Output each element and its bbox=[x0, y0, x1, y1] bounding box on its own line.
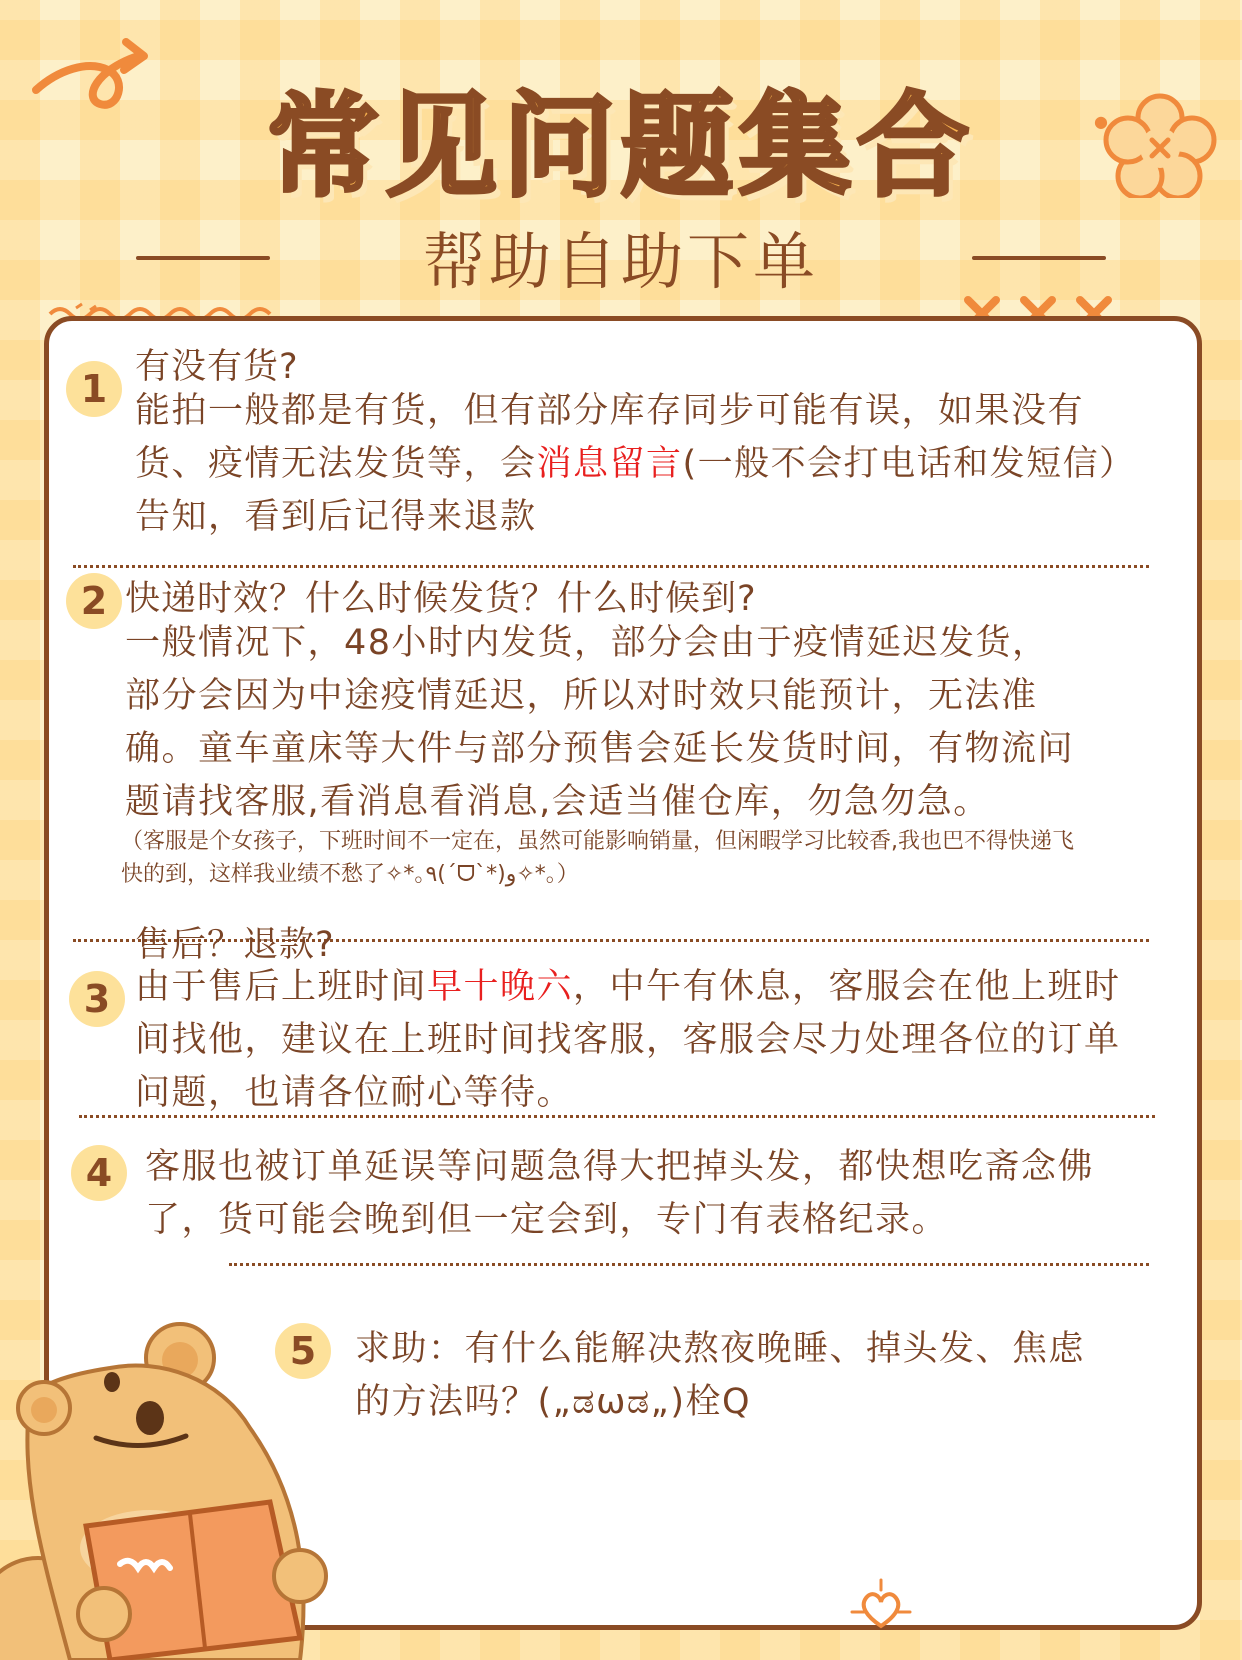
faq-answer-text: (一般不会打电话和发短信）告知，看到后记得来退款 bbox=[135, 444, 1119, 537]
bear-reading-illustration bbox=[0, 1318, 330, 1660]
faq-answer-text: 能拍一般都是有货，但有部分库存同步可能有误，如果没有货、疫情无法发货等，会 bbox=[135, 391, 1085, 484]
sparkle-icon: ● bbox=[1094, 112, 1108, 131]
faq-number-badge: 1 bbox=[66, 361, 122, 417]
faq-answer-text: 由于售后上班时间 bbox=[135, 967, 428, 1007]
page-title: 常见问题集合 bbox=[267, 82, 975, 212]
divider bbox=[73, 565, 1149, 568]
faq-question: 有没有货? bbox=[135, 347, 299, 387]
heart-doodle-decoration bbox=[846, 1576, 916, 1636]
faq-question: 快递时效？什么时候发货？什么时候到? bbox=[125, 579, 757, 619]
page-subtitle: 帮助自助下单 bbox=[422, 225, 819, 298]
faq-answer-highlight: 早十晚六 bbox=[427, 967, 574, 1007]
faq-answer-text: ，中午有休息，客服会在他上班时间找他，建议在上班时间找客服，客服会尽力处理各位的订单问题，也请各位耐心等待。 bbox=[135, 967, 1121, 1113]
faq-answer: 客服也被订单延误等问题急得大把掉头发，都快想吃斋念佛了，货可能会晚到但一定会到，专门有表格纪录。 bbox=[145, 1147, 1095, 1240]
faq-number-badge: 2 bbox=[66, 573, 122, 629]
faq-answer bbox=[135, 961, 1125, 1120]
faq-number-badge: 3 bbox=[69, 971, 125, 1027]
faq-question: 售后？退款? bbox=[135, 925, 335, 965]
faq-number-badge: 5 bbox=[275, 1323, 331, 1379]
divider bbox=[229, 1263, 1149, 1266]
divider bbox=[79, 1115, 1155, 1118]
faq-answer-highlight: 消息留言 bbox=[536, 444, 683, 484]
faq-answer: 一般情况下，48小时内发货，部分会由于疫情延迟发货，部分会因为中途疫情延迟，所以对时效只能预计，无法准确。童车童床等大件与部分预售会延长发货时间，有物流问题请找客服,看消息看消息,会适当催仓库，勿急勿急。 bbox=[125, 623, 1075, 822]
faq-answer bbox=[135, 385, 1125, 544]
faq-number-badge: 4 bbox=[71, 1145, 127, 1201]
faq-answer: 求助：有什么能解决熬夜晚睡、掉头发、焦虑的方法吗？(„ಡωಡ„)栓Q bbox=[355, 1329, 1086, 1422]
faq-note: （客服是个女孩子，下班时间不一定在，虽然可能影响销量，但闲暇学习比较香,我也巴不得快递飞快的到，这样我业绩不愁了✧*｡٩(ˊᗜˋ*)و✧*｡） bbox=[121, 829, 1074, 887]
